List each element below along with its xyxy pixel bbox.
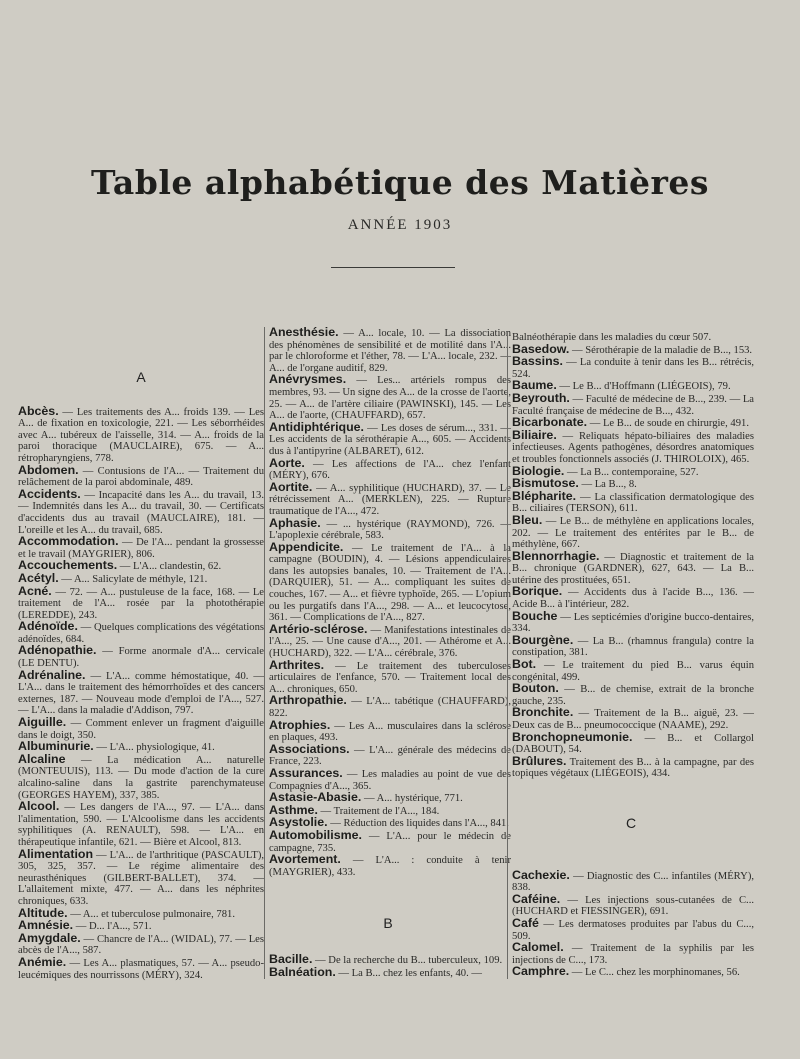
title-divider: [331, 267, 455, 268]
index-entry: [265, 765, 511, 792]
index-column-1: [18, 327, 264, 981]
index-entry: [508, 586, 754, 610]
entry-text: — Incapacité dans les A... du travail, 13. — Indemnités dans les A... du travail, 30. — Certificats d'accidents dus au travail (MAUCLAIRE), 181. — L'oreille et les A... du travail, 685.: [18, 489, 264, 536]
entry-text: — B... de chemise, extrait de la bronche gauche, 235.: [512, 684, 754, 707]
entry-text: — Les traitements des A... froids 139. — Les A... de fixation en toxicologie, 221. — Les séborrhéides avec A... tubéreux de l'aisselle, 314. — A... froids de la paroi thoracique (MAUCLAIRE), 675. — A... rétropharyngiens, 778.: [18, 406, 264, 464]
entry-text: — L'A... clandestin, 62.: [117, 561, 222, 573]
entry-keyword: Astasie-Abasie.: [269, 790, 362, 805]
entry-keyword: Asystolie.: [269, 815, 328, 830]
entry-keyword: Blépharite.: [512, 488, 577, 503]
page-title: Table alphabétique des Matières: [91, 163, 709, 202]
entry-keyword: Artério-sclérose.: [269, 621, 368, 636]
section-letter-a: A: [136, 369, 146, 385]
index-entry: [265, 964, 511, 980]
entry-text: — L'A... comme hémostatique, 40. — L'A... dans le traitement des hémorrhoïdes et des cancers externes, 187. — Nouveau mode d'emploi de l'A..., 527. — L'A... dans la maladie d'Addison, 797.: [18, 670, 264, 717]
entry-text: — La B... chez les enfants, 40. —: [335, 967, 482, 979]
entry-keyword: Acné.: [18, 583, 52, 598]
entry-text: — Réduction des liquides dans l'A..., 841.: [327, 818, 509, 830]
entry-text: — Les injections sous-cutanées de C... (HUCHARD et FIESSINGER), 691.: [512, 894, 754, 918]
index-entry: [18, 930, 264, 957]
entry-keyword: Beyrouth.: [512, 390, 570, 405]
entry-keyword: Aphasie.: [269, 515, 321, 530]
entry-text: — Diagnostic et traitement de la B... chronique (GARDNER), 627, 643. — La B... utérine des prostituées, 651.: [512, 551, 754, 586]
entry-keyword: Associations.: [269, 741, 350, 756]
entry-text: — A... hystérique, 771.: [361, 793, 463, 805]
index-entry: [18, 570, 264, 586]
index-entry: [18, 801, 264, 848]
entry-keyword: Albuminurie.: [18, 739, 94, 754]
entry-keyword: Accidents.: [18, 486, 81, 501]
index-entry: [508, 966, 754, 979]
entry-keyword: Appendicite.: [269, 539, 344, 554]
entry-text: — Le traitement des tuberculoses articulaires de l'enfance, 570. — Traitement local des A... chroniques, 650.: [269, 660, 511, 695]
entry-keyword: Arthropathie.: [269, 693, 347, 708]
index-entry: [508, 707, 754, 731]
entry-keyword: Blennorrhagie.: [512, 548, 600, 563]
entry-keyword: Anévrysmes.: [269, 372, 347, 387]
index-entry: [508, 512, 754, 551]
entry-keyword: Automobilisme.: [269, 827, 362, 842]
entry-keyword: Avortement.: [269, 852, 341, 867]
entry-keyword: Camphre.: [512, 964, 570, 979]
entry-keyword: Aiguille.: [18, 715, 67, 730]
entry-keyword: Amnésie.: [18, 918, 74, 933]
entry-keyword: Amygdale.: [18, 930, 81, 945]
entry-text: — L'A... : conduite à tenir (MAYGRIER), 433.: [269, 855, 511, 878]
index-entry: [18, 846, 264, 908]
section-letter-b: B: [383, 915, 393, 932]
entries-b-continued: [508, 332, 754, 780]
entry-keyword: Alcaline: [18, 751, 66, 766]
index-entry: [265, 539, 511, 624]
index-entry: [265, 741, 511, 768]
entry-text: — Les dermatoses produites par l'abus du C..., 509.: [512, 918, 754, 942]
index-entry: [18, 667, 264, 717]
entry-text: — Traitement de la syphilis par les injections de C..., 173.: [512, 943, 754, 966]
entry-text: — Traitement de la B... aiguë, 23. — Deux cas de B... pneumococcique (NAAME), 292.: [512, 708, 754, 731]
entry-text: — Accidents dus à l'acide B..., 136. — Acide B... à l'intérieur, 282.: [512, 587, 754, 611]
index-entry: [508, 390, 754, 417]
entry-text: — 72. — A... pustuleuse de la face, 168. — Le traitement de l'A... rosée par la photothérapie (LEREDDE), 243.: [18, 586, 264, 621]
entry-text: — Faculté de médecine de B..., 239. — La Faculté française de médecine de B..., 432.: [512, 393, 754, 417]
entry-text: — B... et Collargol (DABOUT), 54.: [512, 732, 754, 756]
entry-keyword: Aortite.: [269, 479, 313, 494]
entry-keyword: Adrénaline.: [18, 667, 86, 682]
index-entry: [265, 695, 511, 719]
entry-keyword: Bronchopneumonie.: [512, 729, 633, 744]
entry-text: — La médication A... naturelle (MONTEUUIS), 113. — Du mode d'action de la cure alcalino-saline dans la gastrite parenchymateuse (GEORGES HAYEM), 337, 385.: [18, 754, 264, 801]
entry-keyword: Accouchements.: [18, 558, 118, 573]
entry-text: — D... l'A..., 571.: [73, 921, 152, 933]
entry-text: — La B..., 8.: [578, 479, 637, 491]
year-heading: ANNÉE 1903: [347, 217, 453, 233]
index-entry: [265, 827, 511, 854]
index-entry: [18, 645, 264, 669]
index-column-2: [264, 327, 511, 979]
entry-keyword: Bacille.: [269, 951, 313, 966]
entry-text: — L'A... de l'arthritique (PASCAULT), 305, 325, 357. — Le régime alimentaire des neurasthéniques (GILBERT-BALLET), 374. — L'allaitement mixte, 477. — A... dans les néphrites chroniques, 633.: [18, 849, 264, 907]
index-entry: [265, 657, 511, 696]
entry-text: — Reliquats hépato-biliaires des maladies infectieuses. Agents pathogènes, désordres anatomiques et troubles fonctionnels associés (J. THIROLOIX), 465.: [512, 430, 754, 465]
entry-text: — Comment enlever un fragment d'aiguille dans le doigt, 350.: [18, 718, 264, 741]
entry-text: — ... hystérique (RAYMOND), 726. — L'apoplexie cérébrale, 583.: [269, 518, 511, 542]
entry-text: — Les dangers de l'A..., 97. — L'A... dans l'alimentation, 590. — L'Alcoolisme dans les accidents syphilitiques (A. RENAULT), 598. — L'A... en thérapeutique infantile, 621. — Bière et Alcool, 813.: [18, 802, 264, 848]
index-entry: [508, 891, 754, 918]
entry-keyword: Atrophies.: [269, 717, 331, 732]
index-entry: [508, 488, 754, 515]
entries-a-continued: [265, 327, 511, 878]
entry-text: — Les affections de l'A... chez l'enfant (MÉRY), 676.: [269, 458, 511, 482]
entry-text: — Le B... de soude en chirurgie, 491.: [587, 418, 749, 430]
entry-text: — Les... artériels rompus des membres, 93. — Un signe des A... de la crosse de l'aorte, 25. — A... de l'artère ciliaire (PAWINSKI), 145. — Les A... de l'aorte, (CHAUFFARD), 657.: [269, 375, 511, 422]
index-entry: [265, 854, 511, 878]
entry-keyword: Asthme.: [269, 802, 318, 817]
entry-keyword: Cachexie.: [512, 867, 570, 882]
index-entry: [18, 486, 264, 536]
index-entry: [508, 608, 754, 635]
entry-keyword: Calomel.: [512, 940, 564, 955]
entry-text: — L'A... physiologique, 41.: [93, 742, 215, 754]
entry-keyword: Abcès.: [18, 403, 59, 418]
index-entry: [265, 455, 511, 482]
entry-keyword: Abdomen.: [18, 462, 79, 477]
index-entry: [18, 536, 264, 560]
entry-text: — L'A... tabétique (CHAUFFARD), 822.: [269, 696, 511, 719]
entry-text: — Diagnostic des C... infantiles (MÉRY), 838.: [512, 870, 754, 894]
index-entry: [265, 621, 511, 660]
entry-text: — A... locale, 10. — La dissociation des phénomènes de sensibilité et de motilité dans l'A... par le chloroforme et l'éther, 78. — L'A... locale, 232. — A... de l'organe auditif, 829.: [269, 328, 511, 374]
entry-keyword: Alimentation: [18, 846, 94, 861]
entry-keyword: Aorte.: [269, 455, 305, 470]
index-entry: [18, 403, 264, 465]
index-entry: [18, 717, 264, 741]
entry-keyword: Arthrites.: [269, 657, 325, 672]
entry-keyword: Adénopathie.: [18, 643, 97, 658]
entry-keyword: Bassins.: [512, 354, 563, 369]
entry-keyword: Bouton.: [512, 681, 559, 696]
entry-keyword: Bicarbonate.: [512, 415, 588, 430]
entry-text: — Manifestations intestinales de l'A..., 25. — Une cause d'A..., 201. — Athérome et A... (HUCHARD), 322. — L'A... cérébrale, 376.: [269, 624, 511, 660]
index-entry: [508, 753, 754, 780]
entry-keyword: Caféine.: [512, 891, 561, 906]
entries-c: [508, 867, 754, 979]
entry-text: — Les maladies au point de vue des Compagnies d'A..., 365.: [269, 768, 511, 792]
entries-b: [265, 951, 511, 979]
entry-text: — Les septicémies d'origine bucco-dentaires, 334.: [512, 611, 754, 635]
entry-text: — Les A... musculaires dans la sclérose en plaques, 493.: [269, 720, 511, 744]
entry-keyword: Alcool.: [18, 799, 60, 814]
entry-text: — L'A... pour le médecin de campagne, 735.: [269, 830, 511, 854]
entry-keyword: Accommodation.: [18, 534, 119, 549]
entry-text: — Traitement de l'A..., 184.: [317, 805, 440, 817]
index-entry: [508, 356, 754, 380]
section-letter-c: C: [625, 814, 637, 831]
index-entry: [18, 621, 264, 645]
entry-text: Traitement des B... à la campagne, par des topiques végétaux (LIÉGEOIS), 434.: [512, 756, 754, 780]
entry-keyword: Bleu.: [512, 512, 543, 527]
entry-keyword: Assurances.: [269, 765, 343, 780]
entry-text: — L'A... générale des médecins de France, 223.: [269, 744, 511, 768]
entry-keyword: Biliaire.: [512, 427, 557, 442]
entry-text: — De l'A... pendant la grossesse et le travail (MAYGRIER), 806.: [18, 537, 264, 560]
index-entry: [508, 867, 754, 894]
entry-text: — Les A... plasmatiques, 57. — A... pseudo-leucémiques des nourrissons (MÉRY), 324.: [18, 957, 264, 981]
index-entry: [18, 583, 264, 622]
entry-keyword: Brûlures.: [512, 753, 567, 768]
index-entry: [508, 915, 754, 942]
entry-text: — Forme anormale d'A... cervicale (LE DENTU).: [18, 646, 264, 670]
index-entry: [18, 462, 264, 489]
entry-text: — A... et tuberculose pulmonaire, 781.: [67, 908, 235, 920]
entry-keyword: Baume.: [512, 378, 557, 393]
index-entry: [265, 327, 511, 374]
entry-keyword: Borique.: [512, 584, 563, 599]
entry-text: — Quelques complications des végétations adénoïdes, 684.: [18, 622, 264, 645]
index-entry: [18, 751, 264, 801]
entry-text: — La conduite à tenir dans les B... rétrécis, 524.: [512, 357, 754, 380]
index-entry: [265, 419, 511, 458]
index-entry: [508, 659, 754, 683]
index-entry: [508, 427, 754, 466]
index-entry: [508, 729, 754, 756]
index-entry: [508, 548, 754, 587]
entry-keyword: Bourgène.: [512, 632, 574, 647]
entry-text: — Le traitement de l'A... à la campagne (BOUDIN), 4. — Lésions appendiculaires dans les autopsies banales, 10. — Traitement de l'A... (DARQUIER), 51. — A... compliquant les suites de couches, 167. — A... et fièvre typhoïde, 265. — L'opium ou les purgatifs dans l'A..., 298. — A... et leucocytose, 361. — Complications de l'A..., 827.: [269, 542, 511, 624]
entry-text: — Le C... chez les morphinomanes, 56.: [569, 967, 740, 979]
index-entry: [508, 632, 754, 659]
entry-keyword: Bismutose.: [512, 476, 579, 491]
index-entry: [265, 374, 511, 421]
entry-keyword: Anémie.: [18, 954, 67, 969]
entry-keyword: Café: [512, 915, 539, 930]
entry-text: — La B... contemporaine, 527.: [564, 466, 699, 478]
entry-text: — La B... (rhamnus frangula) contre la constipation, 381.: [512, 635, 754, 659]
entry-keyword: Acétyl.: [18, 570, 59, 585]
entry-text: — De la recherche du B... tuberculeux, 109.: [312, 954, 503, 966]
entry-text: — La classification dermatologique des B... ciliaires (TERSON), 611.: [512, 491, 754, 515]
entry-keyword: Balnéation.: [269, 964, 336, 979]
entry-text: — Contusions de l'A... — Traitement du relâchement de la paroi abdominale, 489.: [18, 465, 264, 489]
entry-text: — Le B... de méthylène en applications locales, 202. — Le traitement des entérites par le B... de méthylène, 667.: [512, 515, 754, 551]
entry-keyword: Bot.: [512, 657, 537, 672]
index-column-3: [507, 332, 754, 979]
entry-keyword: Anesthésie.: [269, 325, 339, 339]
entry-keyword: Antidiphtérique.: [269, 419, 364, 434]
index-entry: [508, 683, 754, 707]
entry-text: — Sérothérapie de la maladie de B..., 153.: [569, 344, 753, 356]
entry-text: — Les doses de sérum..., 331. — Les accidents de la sérothérapie A..., 605. — Accidents dus à l'antipyrine (ALBARET), 612.: [269, 422, 511, 457]
entry-text: — Chancre de l'A... (WIDAL), 77. — Les abcès de l'A..., 587.: [18, 933, 264, 957]
entry-keyword: Bronchite.: [512, 705, 574, 720]
index-entry: [18, 954, 264, 981]
entry-text: — A... syphilitique (HUCHARD), 37. — Le rétrécissement A... (MERKLEN), 225. — Rupture traumatique de l'A..., 472.: [269, 482, 511, 517]
entry-text: — Le traitement du pied B... varus équin congénital, 499.: [512, 660, 754, 683]
entry-text: Balnéothérapie dans les maladies du cœur 507.: [512, 332, 712, 343]
entry-keyword: Bouche: [512, 608, 558, 623]
entries-a: [18, 403, 264, 982]
entry-keyword: Biologie.: [512, 463, 565, 478]
index-entry: [508, 942, 754, 966]
entry-keyword: Basedow.: [512, 341, 570, 356]
entry-keyword: Adénoïde.: [18, 619, 78, 634]
index-entry: [265, 515, 511, 542]
index-entry: [265, 479, 511, 518]
entry-keyword: Altitude.: [18, 905, 68, 920]
index-entry: [265, 717, 511, 744]
entry-text: — Le B... d'Hoffmann (LIÉGEOIS), 79.: [556, 381, 731, 393]
entry-text: — A... Salicylate de méthyle, 121.: [58, 573, 208, 585]
